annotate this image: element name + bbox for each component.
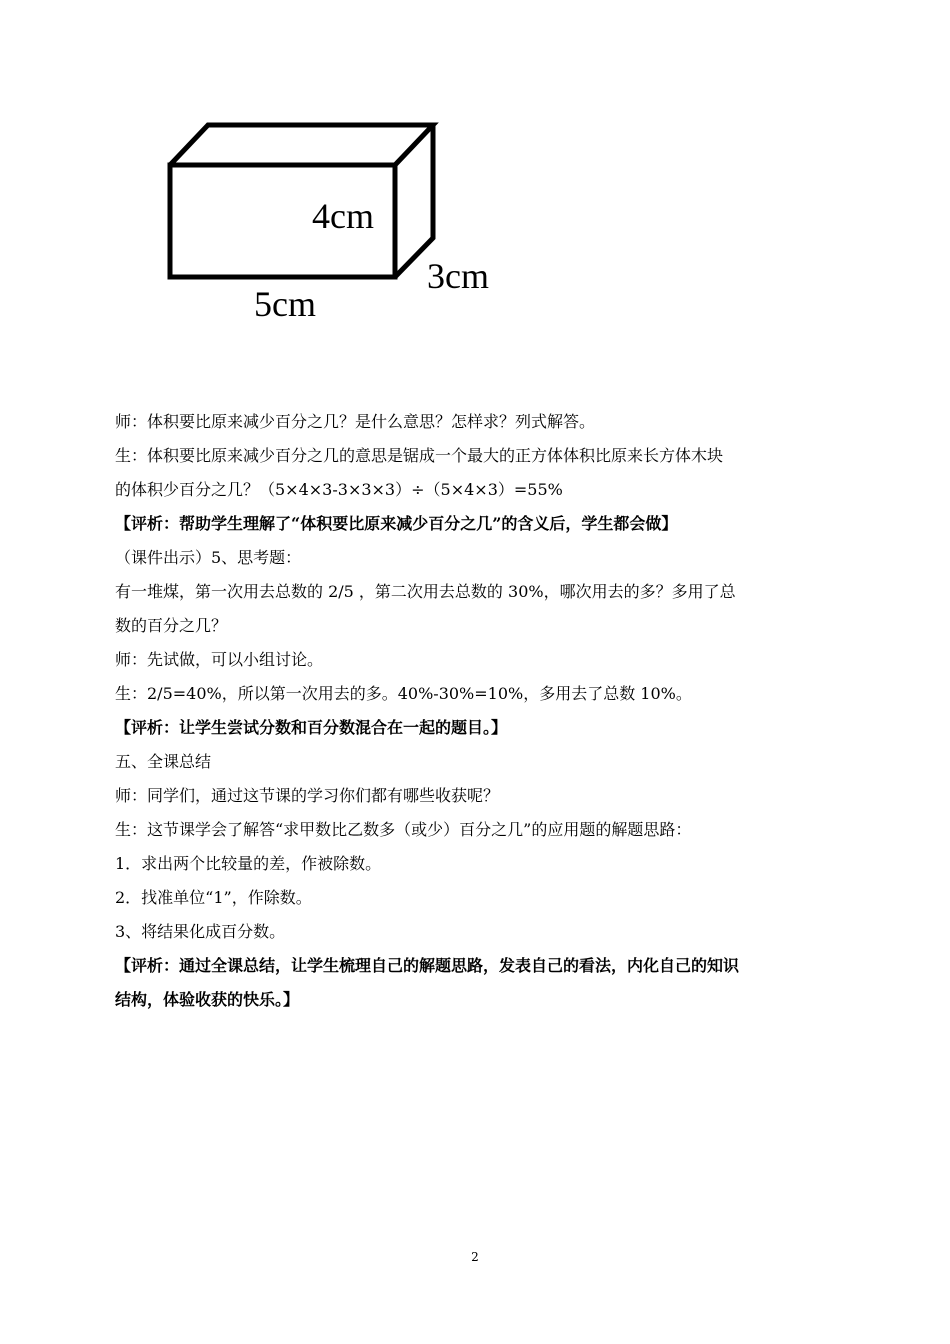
cuboid-figure <box>150 110 530 340</box>
cuboid-top-face <box>170 125 433 165</box>
list-item: 2．找准单位“1”，作除数。 <box>115 888 312 907</box>
page-number: 2 <box>471 1250 479 1264</box>
width-label: 5cm <box>254 284 316 324</box>
commentary-line: 【评析：通过全课总结，让学生梳理自己的解题思路，发表自己的看法，内化自己的知识 <box>115 956 740 975</box>
commentary-line: 结构，体验收获的快乐。】 <box>115 990 300 1009</box>
text-line: 生：这节课学会了解答“求甲数比乙数多（或少）百分之几”的应用题的解题思路： <box>115 820 692 839</box>
text-line: 的体积少百分之几？（5×4×3-3×3×3）÷（5×4×3）=55% <box>115 480 563 499</box>
text-line: 数的百分之几？ <box>115 616 228 635</box>
height-label: 4cm <box>312 196 374 236</box>
section-heading: 五、全课总结 <box>115 752 212 771</box>
text-line: （课件出示）5、思考题： <box>115 548 302 567</box>
text-line: 师：先试做，可以小组讨论。 <box>115 650 324 669</box>
text-line: 有一堆煤，第一次用去总数的 2/5 ，第二次用去总数的 30%，哪次用去的多？多用了总 <box>115 582 736 601</box>
commentary-line: 【评析：帮助学生理解了“体积要比原来减少百分之几”的含义后，学生都会做】 <box>115 514 678 533</box>
commentary-line: 【评析：让学生尝试分数和百分数混合在一起的题目。】 <box>115 718 508 737</box>
depth-label: 3cm <box>427 256 489 296</box>
list-item: 1．求出两个比较量的差，作被除数。 <box>115 854 382 873</box>
document-body <box>115 405 840 1017</box>
text-line: 师：体积要比原来减少百分之几？是什么意思？怎样求？列式解答。 <box>115 412 596 431</box>
text-line: 生：体积要比原来减少百分之几的意思是锯成一个最大的正方体体积比原来长方体木块 <box>115 446 724 465</box>
text-line: 师：同学们，通过这节课的学习你们都有哪些收获呢？ <box>115 786 500 805</box>
list-item: 3、将结果化成百分数。 <box>115 922 286 941</box>
text-line: 生：2/5=40%，所以第一次用去的多。40%-30%=10%，多用去了总数 10%。 <box>115 684 692 703</box>
